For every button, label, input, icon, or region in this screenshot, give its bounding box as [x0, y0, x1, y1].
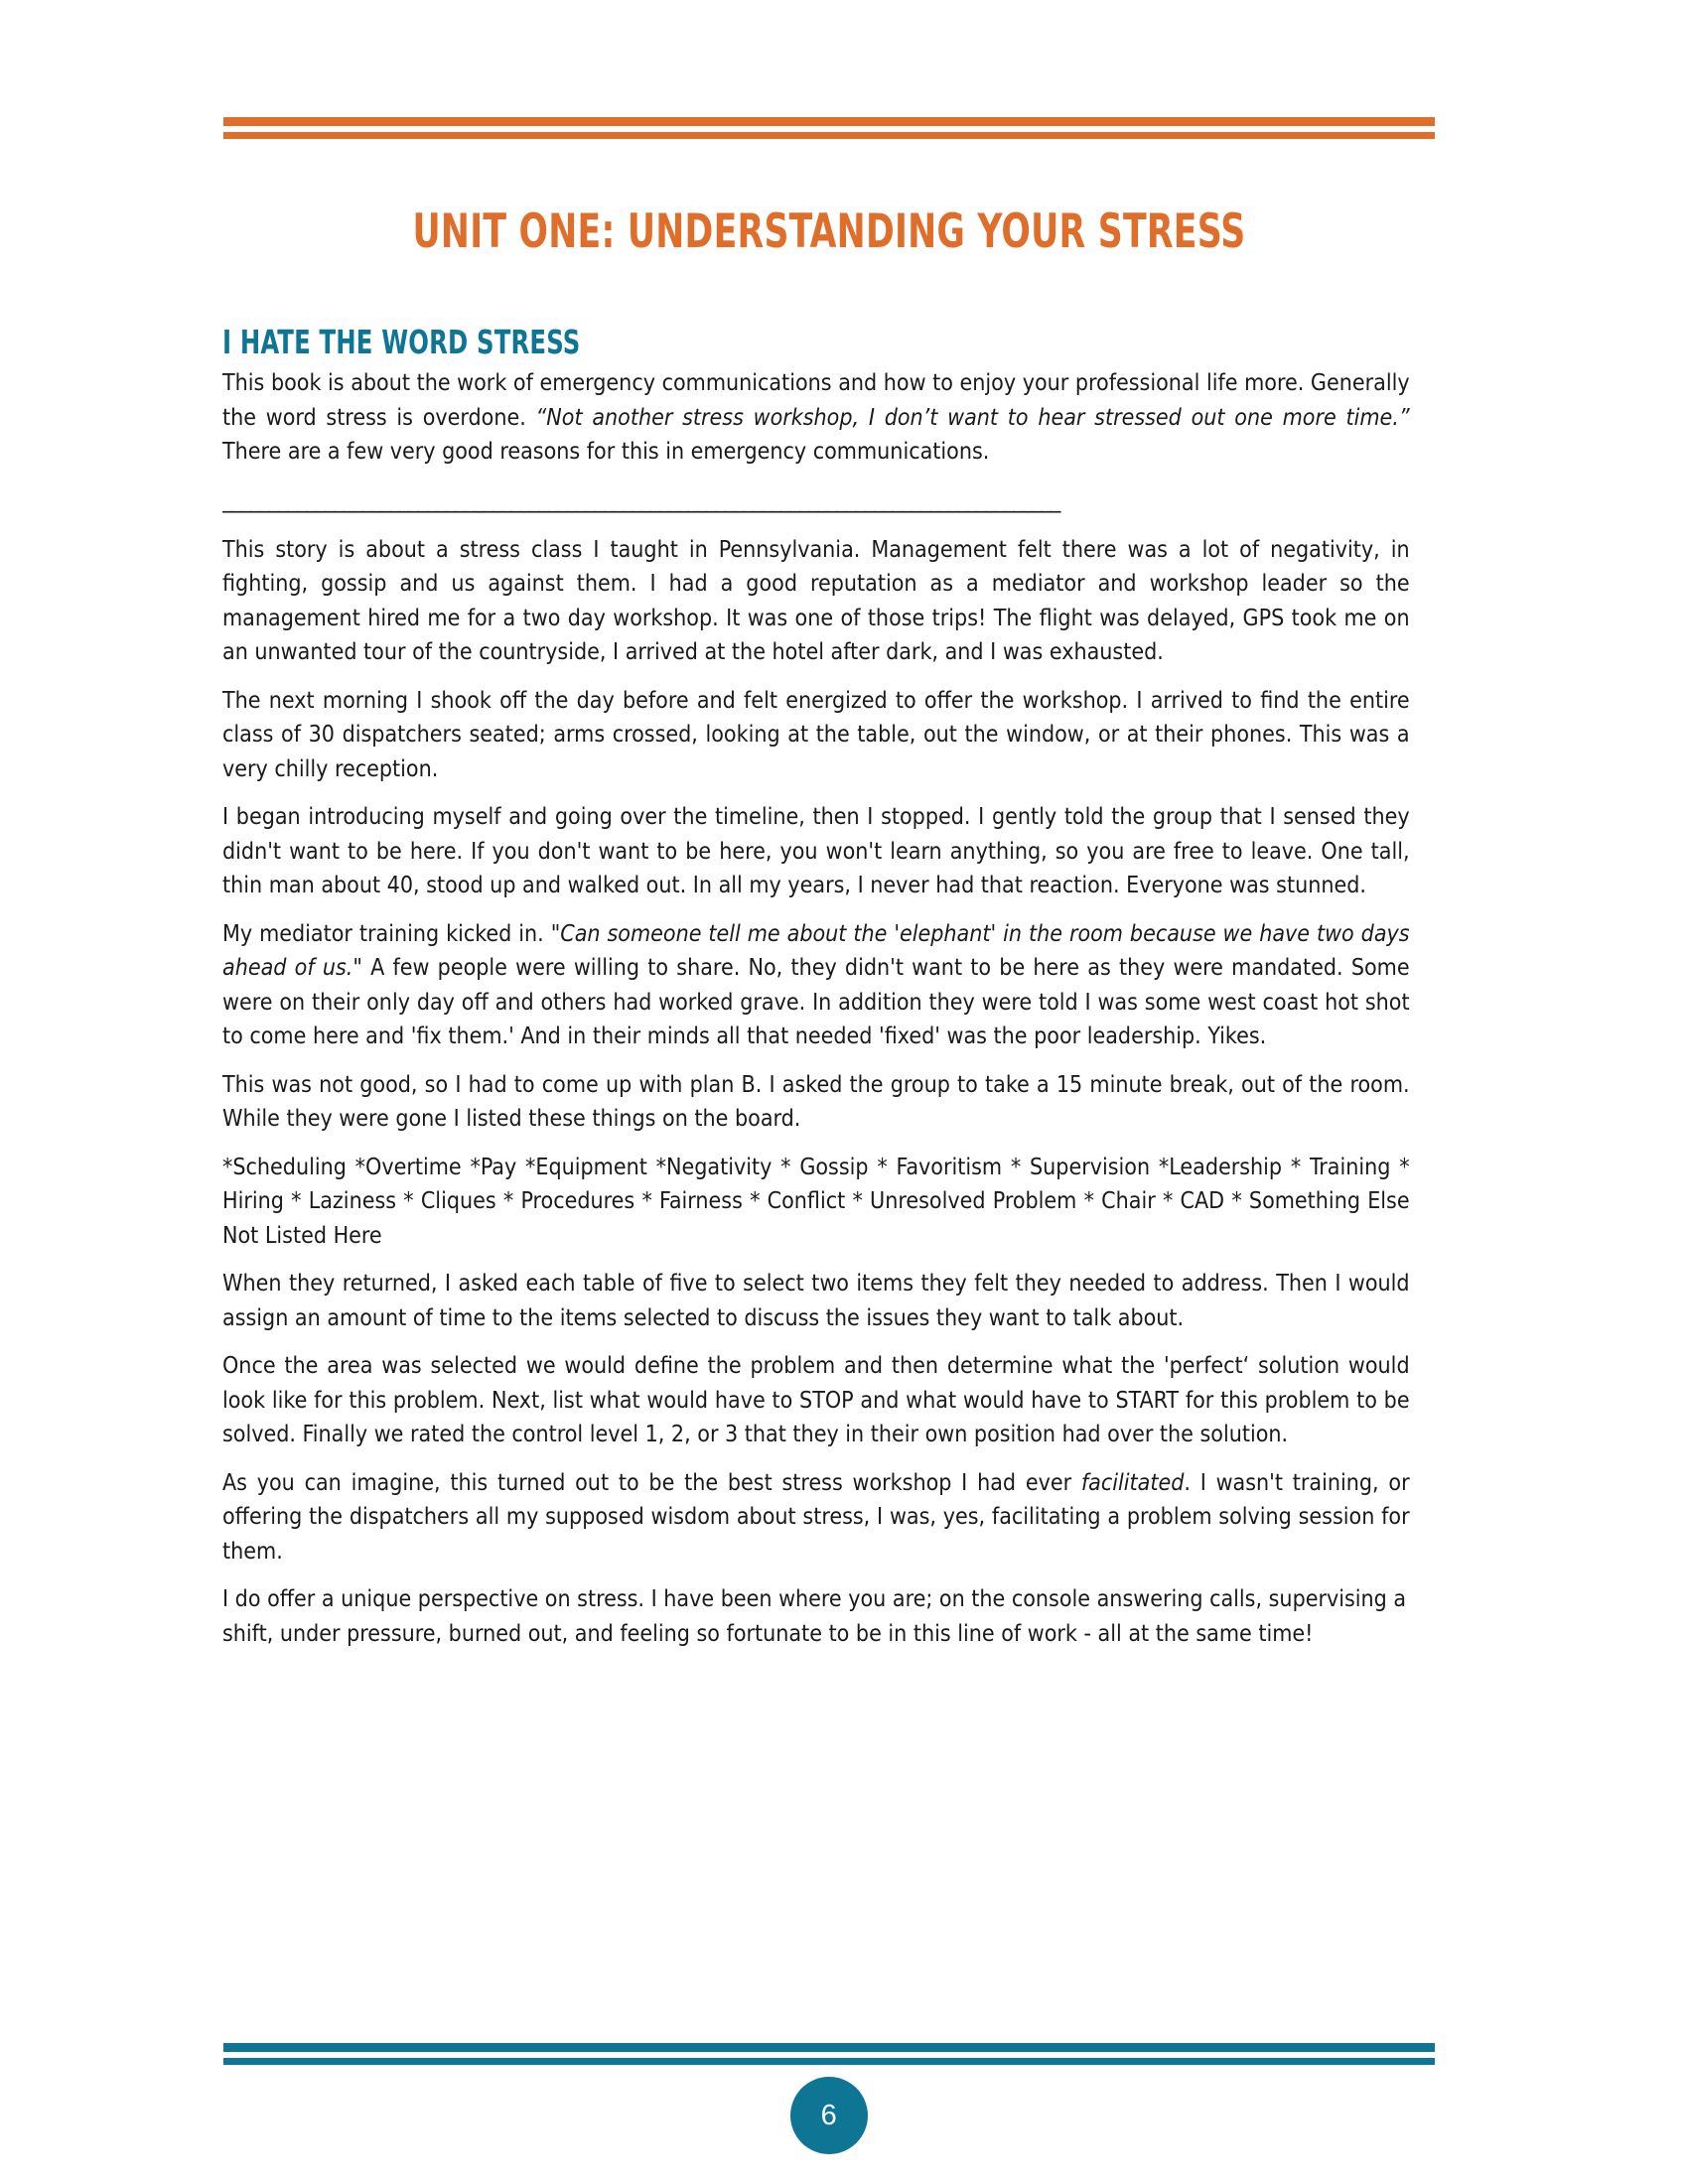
- paragraph-best-workshop-text-b: . I wasn't training, or offering the dispatchers all my supposed wisdom about stress, I was, yes, facilitating a problem solving session for them.: [222, 1467, 1410, 1565]
- section-heading: I HATE THE WORD STRESS: [222, 323, 581, 362]
- paragraph-intro-text-a: This book is about the work of emergency communications and how to enjoy your professional life more. Generally the word stress is overdone.: [222, 368, 1410, 431]
- footer-rule-bottom: [223, 2058, 1435, 2065]
- footer-rule-top: [223, 2043, 1435, 2052]
- paragraph-best-workshop-text-a: As you can imagine, this turned out to be the best stress workshop I had ever: [222, 1467, 1081, 1496]
- page-number-label: 6: [820, 2099, 838, 2131]
- paragraph-mediator-quote: "Can someone tell me about the 'elephant' in the room because we have two days ahead of us.": [222, 918, 1410, 981]
- paragraph-intro-quote: “Not another stress workshop, I don’t want to hear stressed out one more time.”: [535, 402, 1410, 431]
- paragraph-mediator-text-a: My mediator training kicked in.: [222, 918, 551, 947]
- body-content: [222, 365, 1434, 1664]
- paragraph-intro-text-b: There are a few very good reasons for this in emergency communications.: [222, 437, 990, 465]
- page-number-badge: [790, 2077, 868, 2154]
- paragraph-best-workshop: [222, 1465, 1410, 1569]
- paragraph-unique-perspective: I do offer a unique perspective on stress. I have been where you are; on the console answering calls, supervising a shift, under pressure, burned out, and feeling so fortunate to be in this line of work - all at the same time!: [222, 1584, 1407, 1647]
- horizontal-divider: __________________________________________________________________________________________: [222, 484, 1060, 513]
- paragraph-problem-definition: Once the area was selected we would define the problem and then determine what the 'perfect‘ solution would look like for this problem. Next, list what would have to STOP and what would have to START for this problem to be solved. Finally we rated the control level 1, 2, or 3 that they in their own position had over the solution.: [222, 1351, 1410, 1447]
- paragraph-plan-b: This was not good, so I had to come up with plan B. I asked the group to take a 15 minute break, out of the room. While they were gone I listed these things on the board.: [222, 1069, 1410, 1132]
- paragraph-best-workshop-emphasis: facilitated: [1080, 1467, 1185, 1496]
- paragraph-mediator-text-b: A few people were willing to share. No, they didn't want to be here as they were mandated. Some were on their only day off and others had worked grave. In addition they were told I was some west coast hot shot to come here and 'fix them.' And in their minds all that needed 'fixed' was the poor leadership. Yikes.: [222, 953, 1410, 1049]
- header-rule-top: [223, 117, 1435, 126]
- paragraph-topic-list: *Scheduling *Overtime *Pay *Equipment *Negativity * Gossip * Favoritism * Supervision *Leadership * Training * Hiring * Laziness * Cliques * Procedures * Fairness * Conflict * Unresolved Problem * Chair * CAD * Something Else Not Listed Here: [222, 1152, 1410, 1249]
- paragraph-introducing-myself: I began introducing myself and going over the timeline, then I stopped. I gently told the group that I sensed they didn't want to be here. If you don't want to be here, you won't learn anything, so you are free to leave. One tall, thin man about 40, stood up and walked out. In all my years, I never had that reaction. Everyone was stunned.: [222, 802, 1410, 898]
- header-rules: [223, 117, 1435, 139]
- header-rule-bottom: [223, 132, 1435, 139]
- paragraph-intro: [222, 365, 1410, 469]
- page-title: UNIT ONE: UNDERSTANDING YOUR STRESS: [412, 205, 1246, 260]
- paragraph-table-selection: When they returned, I asked each table of five to select two items they felt they needed to address. Then I would assign an amount of time to the items selected to discuss the issues they want to talk about.: [222, 1269, 1410, 1331]
- paragraph-next-morning: The next morning I shook off the day before and felt energized to offer the workshop. I arrived to find the entire class of 30 dispatchers seated; arms crossed, looking at the table, out the window, or at their phones. This was a very chilly reception.: [222, 685, 1410, 782]
- footer-rules: [223, 2043, 1435, 2065]
- paragraph-mediator-training: [222, 916, 1410, 1053]
- paragraph-story-pennsylvania: This story is about a stress class I taught in Pennsylvania. Management felt there was a lot of negativity, in fighting, gossip and us against them. I had a good reputation as a mediator and workshop leader so the management hired me for a two day workshop. It was one of those trips! The flight was delayed, GPS took me on an unwanted tour of the countryside, I arrived at the hotel after dark, and I was exhausted.: [222, 534, 1410, 665]
